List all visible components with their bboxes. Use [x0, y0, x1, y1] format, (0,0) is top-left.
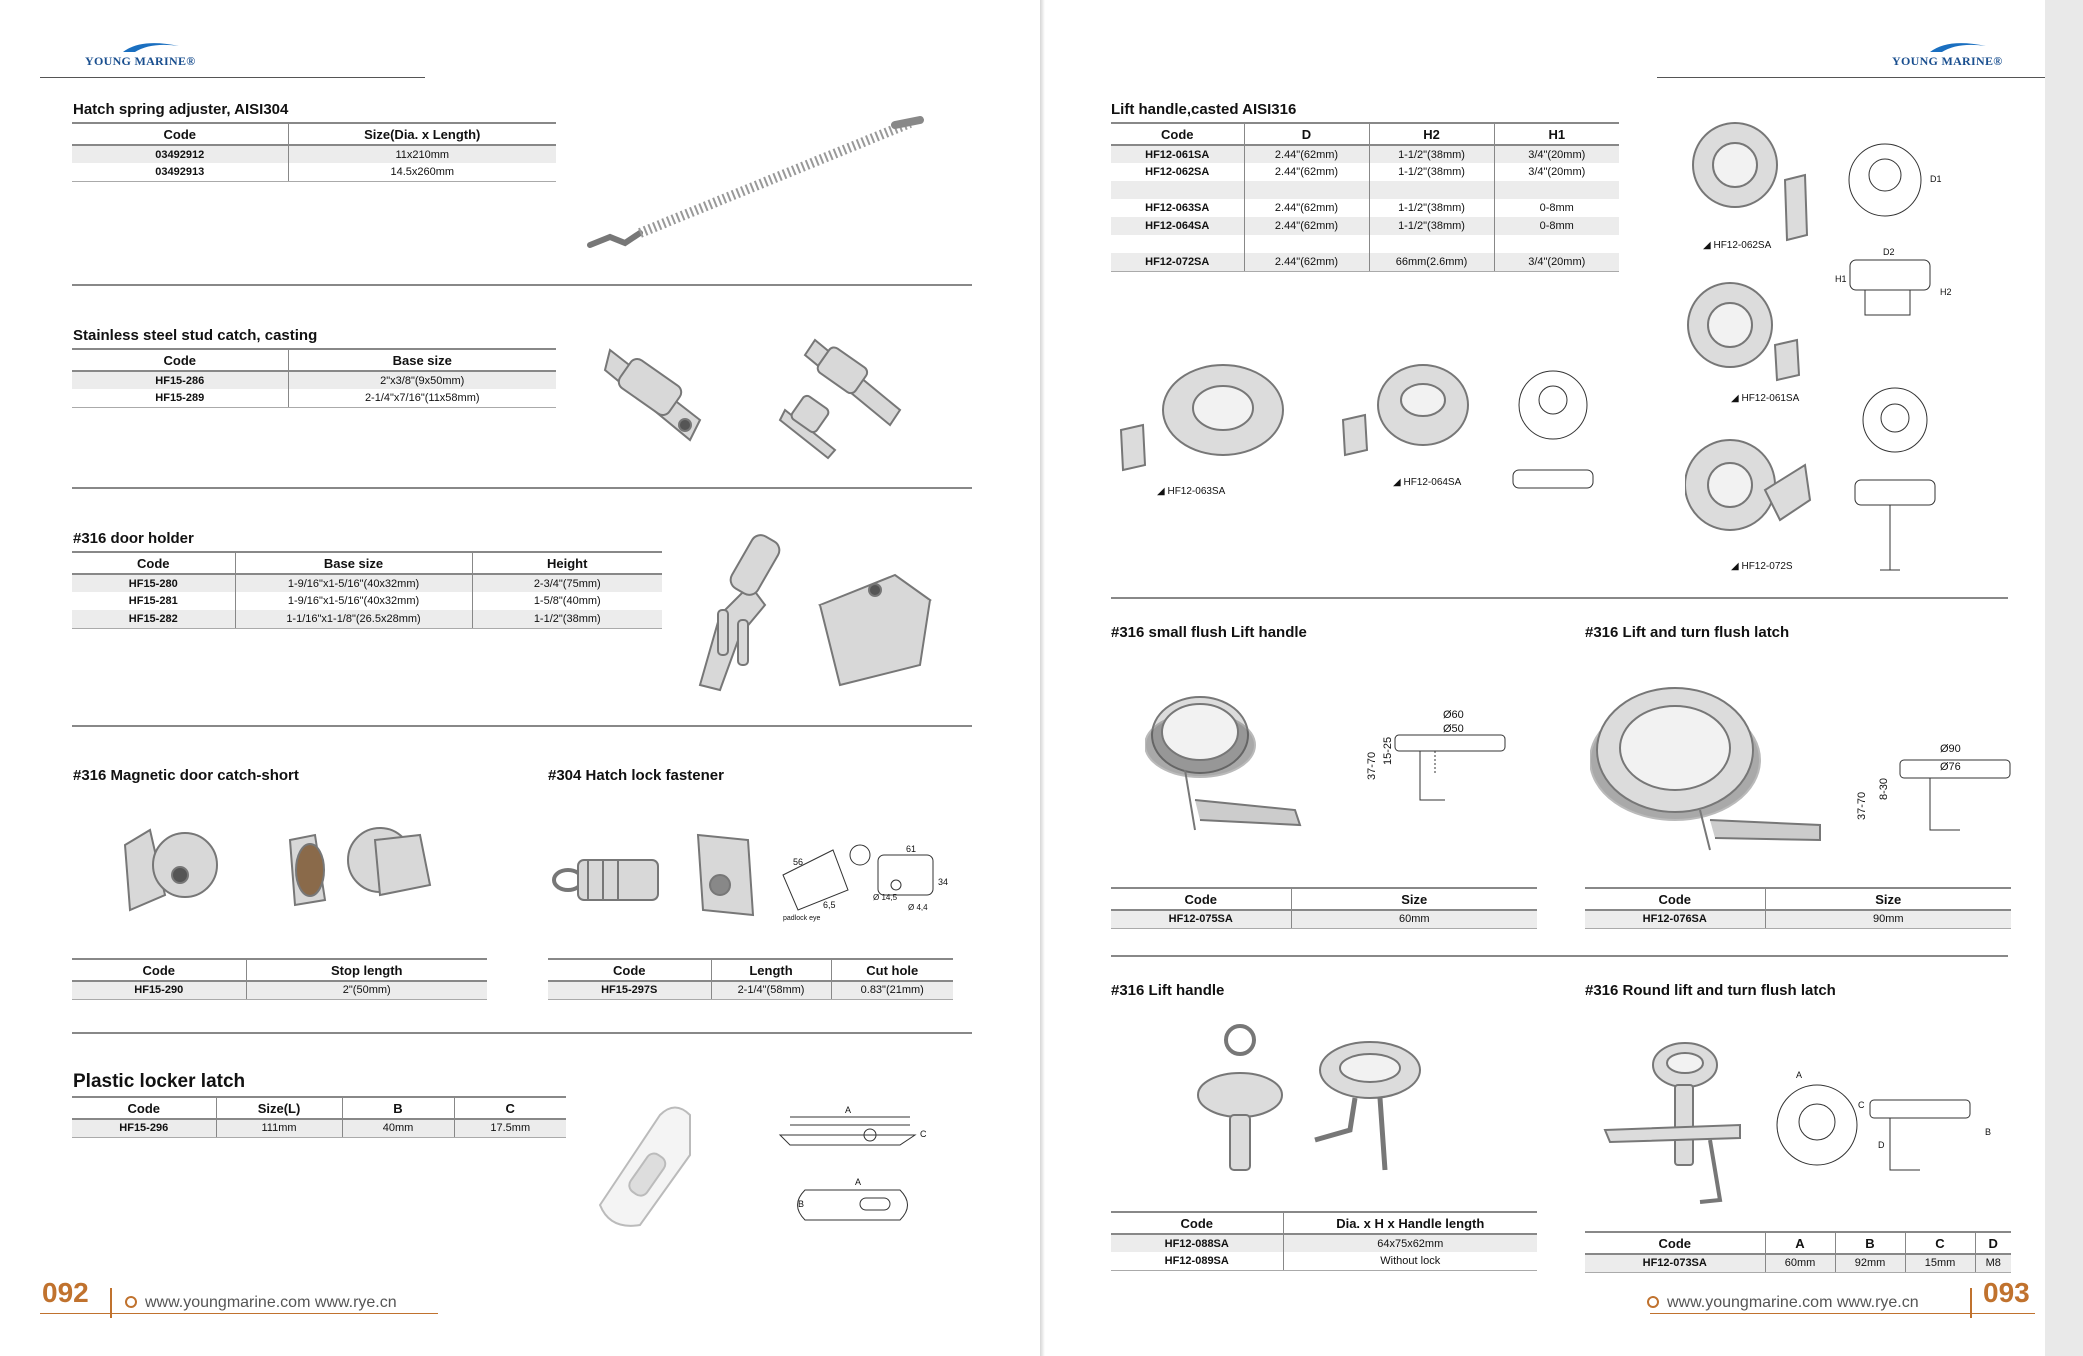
table-header-cell: Size	[1765, 888, 2011, 910]
product-code-cell: HF15-280	[72, 574, 235, 592]
table-row	[1111, 145, 1619, 163]
section-title-door-holder: #316 door holder	[73, 530, 194, 547]
table-row	[1111, 181, 1619, 199]
section-title-lift-handle: #316 Lift handle	[1111, 982, 1225, 999]
product-code-cell: HF15-282	[72, 610, 235, 628]
section-title-plastic-latch: Plastic locker latch	[73, 1071, 246, 1092]
table-header-cell: D	[1244, 123, 1369, 145]
table-row	[1111, 910, 1537, 928]
product-code-cell: HF12-088SA	[1111, 1234, 1283, 1252]
table-cell: 0.83"(21mm)	[831, 981, 953, 999]
table-row	[72, 592, 662, 610]
table-cell: 1-1/2"(38mm)	[472, 610, 662, 628]
table-cell: 111mm	[216, 1119, 342, 1137]
globe-icon	[1647, 1296, 1659, 1308]
drawing-label: A	[1796, 1070, 1803, 1080]
drawing-label: 56	[793, 857, 804, 867]
table-header-cell: Cut hole	[831, 959, 953, 981]
table-cell: 92mm	[1835, 1254, 1905, 1272]
product-code-cell: HF12-062SA	[1111, 163, 1244, 181]
table-cell: 17.5mm	[454, 1119, 566, 1137]
table-row	[72, 389, 556, 407]
drawing-label: D	[1878, 1140, 1885, 1150]
lift-turn-image	[1590, 670, 2040, 860]
table-cell: 1-1/16"x1-1/8"(26.5x28mm)	[235, 610, 472, 628]
table-header-cell: Code	[1111, 1212, 1283, 1234]
table-header-cell: B	[1835, 1232, 1905, 1254]
table-header-cell: Stop length	[246, 959, 487, 981]
table-cell: 2.44"(62mm)	[1244, 199, 1369, 217]
drawing-label: 37-70	[1856, 791, 1868, 820]
table-row	[72, 371, 556, 389]
hatch-spring-image	[580, 115, 930, 260]
table-header-cell: Size(Dia. x Length)	[288, 123, 556, 145]
table-header-cell: Code	[1111, 888, 1291, 910]
product-code-cell: 03492912	[72, 145, 288, 163]
table-cell: 14.5x260mm	[288, 163, 556, 181]
footer-url: www.youngmarine.com www.rye.cn	[125, 1294, 397, 1312]
product-code-cell	[1111, 181, 1244, 199]
table-header-cell: Base size	[235, 552, 472, 574]
product-code-cell: 03492913	[72, 163, 288, 181]
section-title-hatch-spring: Hatch spring adjuster, AISI304	[73, 101, 289, 118]
table-header-cell: Size(L)	[216, 1097, 342, 1119]
table-cell: 0-8mm	[1494, 199, 1619, 217]
table-header-cell: Code	[548, 959, 711, 981]
table-row	[1111, 217, 1619, 235]
table-cell: 2-1/4"(58mm)	[711, 981, 831, 999]
table-header-cell: Code	[1585, 888, 1765, 910]
drawing-label: Ø50	[1443, 723, 1464, 735]
spec-table-hatch-lock	[548, 958, 953, 1000]
hatch-lock-image	[548, 830, 948, 930]
page-number: 092	[42, 1277, 89, 1308]
product-code-cell: HF15-286	[72, 371, 288, 389]
table-cell	[1494, 235, 1619, 253]
drawing-label: 37-70	[1366, 751, 1378, 780]
section-title-lift-turn: #316 Lift and turn flush latch	[1585, 624, 1790, 641]
table-cell	[1244, 181, 1369, 199]
drawing-label: 34	[938, 877, 948, 887]
drawing-label: 15-25	[1382, 736, 1394, 765]
product-code-cell: HF12-075SA	[1111, 910, 1291, 928]
product-code-cell: HF12-064SA	[1111, 217, 1244, 235]
drawing-label: H1	[1835, 274, 1847, 284]
table-cell: 60mm	[1765, 1254, 1835, 1272]
product-code-cell	[1111, 235, 1244, 253]
table-header-cell: Code	[72, 349, 288, 371]
table-row	[1111, 235, 1619, 253]
drawing-label: padlock eye	[783, 915, 821, 922]
table-header-cell: B	[342, 1097, 454, 1119]
table-cell: 1-5/8"(40mm)	[472, 592, 662, 610]
table-row	[72, 145, 556, 163]
product-code-cell: HF15-297S	[548, 981, 711, 999]
drawing-label: C	[920, 1129, 927, 1139]
globe-icon	[125, 1296, 137, 1308]
product-code-cell: HF12-089SA	[1111, 1252, 1283, 1270]
table-cell: 2.44"(62mm)	[1244, 253, 1369, 271]
table-header-cell: C	[1905, 1232, 1975, 1254]
table-row	[1111, 1252, 1537, 1270]
spec-table-magnetic-catch	[72, 958, 487, 1000]
spec-table-door-holder	[72, 551, 662, 629]
table-row	[1585, 1254, 2011, 1272]
table-cell: 2.44"(62mm)	[1244, 163, 1369, 181]
table-cell: 2"(50mm)	[246, 981, 487, 999]
section-title-small-flush: #316 small flush Lift handle	[1111, 624, 1307, 641]
table-header-cell: A	[1765, 1232, 1835, 1254]
drawing-label: D1	[1930, 174, 1942, 184]
drawing-label: Ø 14,5	[873, 893, 898, 902]
table-cell: 2.44"(62mm)	[1244, 217, 1369, 235]
table-header-cell: C	[454, 1097, 566, 1119]
small-flush-image	[1145, 680, 1525, 850]
table-cell: 64x75x62mm	[1283, 1234, 1537, 1252]
lift-handle-casted-images	[1685, 100, 2045, 580]
table-row	[72, 610, 662, 628]
image-caption: ◢ HF12-063SA	[1157, 486, 1226, 497]
door-holder-image	[690, 525, 940, 695]
brand-logo: YOUNG MARINE®	[85, 40, 196, 69]
table-header-cell: Code	[72, 959, 246, 981]
spec-table-round-latch	[1585, 1231, 2011, 1273]
spec-table-lift-turn	[1585, 887, 2011, 929]
table-cell: 3/4"(20mm)	[1494, 145, 1619, 163]
wave-logo-icon	[121, 40, 181, 54]
right-page	[1045, 0, 2045, 1356]
product-code-cell: HF15-290	[72, 981, 246, 999]
table-row	[1585, 910, 2011, 928]
table-cell	[1494, 181, 1619, 199]
table-cell	[1369, 181, 1494, 199]
drawing-label: 6,5	[823, 900, 836, 910]
table-cell: 1-9/16"x1-5/16"(40x32mm)	[235, 574, 472, 592]
table-cell: 3/4"(20mm)	[1494, 163, 1619, 181]
table-cell: 60mm	[1291, 910, 1537, 928]
product-code-cell: HF12-061SA	[1111, 145, 1244, 163]
table-header-cell: Size	[1291, 888, 1537, 910]
drawing-label: D2	[1883, 247, 1895, 257]
table-header-cell: Length	[711, 959, 831, 981]
table-header-cell: Code	[72, 552, 235, 574]
table-header-cell: H1	[1494, 123, 1619, 145]
drawing-label: Ø 4,4	[908, 903, 928, 912]
table-row	[1111, 199, 1619, 217]
spec-table-small-flush	[1111, 887, 1537, 929]
round-latch-image	[1590, 1030, 2010, 1210]
wave-logo-icon	[1928, 40, 1988, 54]
lift-handle-casted-images-lower	[1113, 350, 1713, 490]
table-row	[548, 981, 953, 999]
table-cell: 2"x3/8"(9x50mm)	[288, 371, 556, 389]
drawing-label: 8-30	[1878, 777, 1890, 800]
spec-table-lift-handle-casted	[1111, 122, 1619, 272]
drawing-label: Ø76	[1940, 761, 1961, 773]
table-header-cell: Height	[472, 552, 662, 574]
spec-table-plastic-latch	[72, 1096, 566, 1138]
product-code-cell: HF12-073SA	[1585, 1254, 1765, 1272]
table-header-cell: Code	[1585, 1232, 1765, 1254]
table-header-cell: Code	[72, 123, 288, 145]
table-header-cell: D	[1975, 1232, 2011, 1254]
spec-table-lift-handle	[1111, 1211, 1537, 1271]
drawing-label: A	[845, 1105, 852, 1115]
spec-table-hatch-spring	[72, 122, 556, 182]
section-title-stud-catch: Stainless steel stud catch, casting	[73, 327, 318, 344]
left-page	[0, 0, 1040, 1356]
table-cell: 90mm	[1765, 910, 2011, 928]
drawing-label: Ø90	[1940, 743, 1961, 755]
table-cell: 0-8mm	[1494, 217, 1619, 235]
table-cell: Without lock	[1283, 1252, 1537, 1270]
drawing-label: H2	[1940, 287, 1952, 297]
page-number: 093	[1983, 1277, 2030, 1308]
product-code-cell: HF12-063SA	[1111, 199, 1244, 217]
table-header-cell: Code	[1111, 123, 1244, 145]
table-header-cell: Base size	[288, 349, 556, 371]
section-title-round-latch: #316 Round lift and turn flush latch	[1585, 982, 1836, 999]
table-cell: 40mm	[342, 1119, 454, 1137]
plastic-latch-image	[580, 1095, 940, 1235]
drawing-label: B	[798, 1199, 805, 1209]
table-header-cell: Code	[72, 1097, 216, 1119]
stud-catch-image	[600, 330, 920, 460]
table-cell: 2-3/4"(75mm)	[472, 574, 662, 592]
table-header-cell: Dia. x H x Handle length	[1283, 1212, 1537, 1234]
table-cell: 1-1/2"(38mm)	[1369, 163, 1494, 181]
spec-table-stud-catch	[72, 348, 556, 408]
table-cell: 1-1/2"(38mm)	[1369, 199, 1494, 217]
table-row	[1111, 253, 1619, 271]
table-row	[1111, 1234, 1537, 1252]
table-cell: 66mm(2.6mm)	[1369, 253, 1494, 271]
image-caption: ◢ HF12-064SA	[1393, 477, 1462, 488]
table-cell: 11x210mm	[288, 145, 556, 163]
table-cell: 2-1/4"x7/16"(11x58mm)	[288, 389, 556, 407]
table-cell: 3/4"(20mm)	[1494, 253, 1619, 271]
table-cell: 2.44"(62mm)	[1244, 145, 1369, 163]
image-caption: ◢ HF12-062SA	[1703, 240, 1772, 251]
table-cell: 1-1/2"(38mm)	[1369, 145, 1494, 163]
table-row	[72, 981, 487, 999]
drawing-label: 61	[906, 844, 917, 854]
drawing-label: C	[1858, 1100, 1865, 1110]
product-code-cell: HF12-072SA	[1111, 253, 1244, 271]
product-code-cell: HF15-289	[72, 389, 288, 407]
section-title-lift-handle-casted: Lift handle,casted AISI316	[1111, 101, 1297, 118]
product-code-cell: HF12-076SA	[1585, 910, 1765, 928]
lift-handle-image	[1185, 1020, 1445, 1180]
table-row	[72, 574, 662, 592]
table-cell	[1244, 235, 1369, 253]
magnetic-catch-image	[110, 815, 440, 925]
drawing-label: A	[855, 1177, 862, 1187]
table-row	[1111, 163, 1619, 181]
table-cell: 1-9/16"x1-5/16"(40x32mm)	[235, 592, 472, 610]
table-row	[72, 163, 556, 181]
footer-url: www.youngmarine.com www.rye.cn	[1647, 1294, 1919, 1312]
table-cell	[1369, 235, 1494, 253]
drawing-label: B	[1985, 1127, 1992, 1137]
section-title-magnetic-catch: #316 Magnetic door catch-short	[73, 767, 299, 784]
table-header-cell: H2	[1369, 123, 1494, 145]
drawing-label: Ø60	[1443, 709, 1464, 721]
image-caption: ◢ HF12-072S	[1731, 561, 1793, 572]
table-cell: 15mm	[1905, 1254, 1975, 1272]
section-title-hatch-lock: #304 Hatch lock fastener	[548, 767, 724, 784]
table-cell: M8	[1975, 1254, 2011, 1272]
product-code-cell: HF15-296	[72, 1119, 216, 1137]
table-cell: 1-1/2"(38mm)	[1369, 217, 1494, 235]
brand-logo: YOUNG MARINE®	[1892, 40, 2003, 69]
image-caption: ◢ HF12-061SA	[1731, 393, 1800, 404]
product-code-cell: HF15-281	[72, 592, 235, 610]
table-row	[72, 1119, 566, 1137]
